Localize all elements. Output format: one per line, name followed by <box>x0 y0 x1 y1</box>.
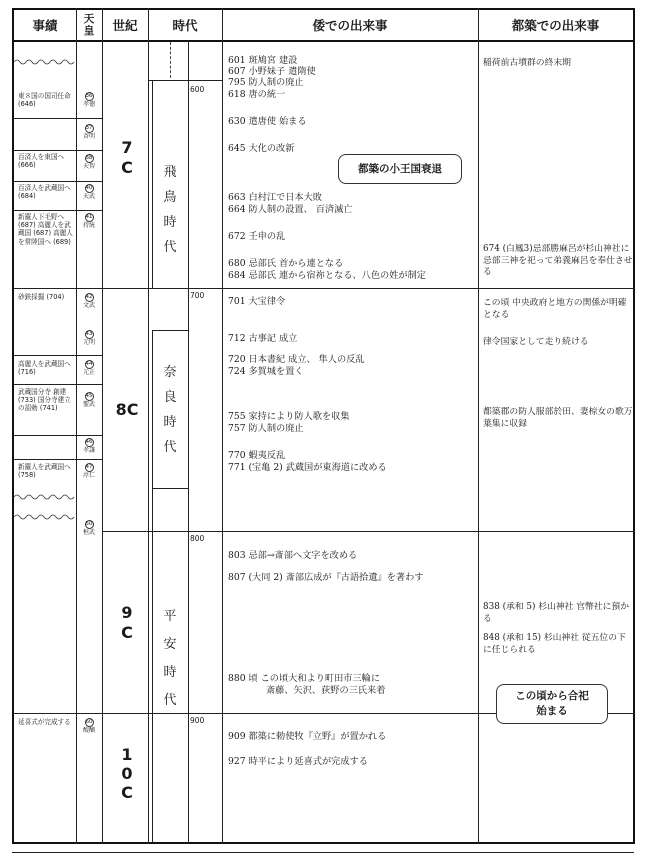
divider-800 <box>102 531 634 532</box>
tenno-name: 天武 <box>82 193 95 200</box>
event-607: 607 小野妹子 遣隋使 <box>228 66 316 77</box>
tenno-tenmu <box>78 184 100 200</box>
tenno-number: 46 <box>85 439 93 445</box>
col-border-4 <box>222 8 223 844</box>
jiseki-line <box>14 384 102 385</box>
event-880: 880 頃 この頃大和より町田市三輪に <box>228 673 381 684</box>
tenno-number: 44 <box>85 361 93 367</box>
event-680: 680 忌部氏 首から連となる <box>228 258 344 269</box>
header-seiki: 世紀 <box>112 18 138 33</box>
jiseki-kokubunji: 武蔵国分寺 創建 (733) 国分寺建立の詔勅 (741) <box>18 388 71 413</box>
tenno-number: 45 <box>85 393 93 399</box>
event-645: 645 大化の改新 <box>228 143 295 154</box>
col-border-3 <box>148 8 149 844</box>
tenno-number: 42 <box>85 294 93 300</box>
wavy-line <box>14 513 76 521</box>
header-wa-events: 倭での出来事 <box>312 18 388 33</box>
tenno-number: 43 <box>85 331 93 337</box>
header-jiseki: 事績 <box>32 18 58 33</box>
jiseki-line <box>14 181 102 182</box>
jiseki-line <box>14 435 102 436</box>
jiseki-line <box>14 355 102 356</box>
callout-goshi: この頃から合祀 始まる <box>496 684 608 724</box>
jiseki-shiragi-758: 新羅人を武蔵国へ (758) <box>18 463 71 480</box>
tenno-monmu <box>78 293 100 309</box>
divider-700 <box>102 288 634 289</box>
event-601: 601 斑鳩宮 建設 <box>228 55 298 66</box>
event-795: 795 防人制の廃止 <box>228 77 304 88</box>
tofu-event-central: この頃 中央政府と地方の関係が明確となる <box>483 298 627 320</box>
event-770: 770 蝦夷反乱 <box>228 450 286 461</box>
tenno-name: 元明 <box>82 339 95 346</box>
tenno-number: 36 <box>85 93 93 99</box>
tofu-event-674: 674 (白鳳3)忌部勝麻呂が杉山神社に忌部三神を祀って弟義麻呂を奉仕させる <box>483 244 633 277</box>
tenno-name: 文武 <box>82 302 95 309</box>
col-border-2 <box>102 8 103 844</box>
tenno-gensho <box>78 360 100 376</box>
tenno-number: 40 <box>85 185 93 191</box>
event-807: 807 (大同 2) 斎部広成が『古語拾遺』を著わす <box>228 572 424 583</box>
tenno-tenji <box>78 154 100 170</box>
tenno-name: 孝謙 <box>82 447 95 454</box>
tenno-name: 天智 <box>82 163 95 170</box>
era-heian: 平 安 時 代 <box>163 609 177 708</box>
jiseki-line <box>14 459 102 460</box>
era-box-asuka-top <box>152 80 188 81</box>
jiseki-kokushi: 東８国の国司任命 (646) <box>18 92 71 109</box>
tenno-name: 淳仁 <box>82 472 95 479</box>
header-jidai: 時代 <box>172 18 198 33</box>
jiseki-line <box>14 150 102 151</box>
event-803: 803 忌部→斎部へ文字を改める <box>228 550 358 561</box>
era-nara: 奈 良 時 代 <box>163 365 177 455</box>
jiseki-shiragi-koma: 新羅人下毛野へ (687) 高麗人を武蔵国 (687) 高麗人を常陸国へ (689) <box>18 213 73 246</box>
tofu-event-inari: 稲荷前古墳群の終末期 <box>483 58 571 68</box>
tenno-saimei <box>78 124 100 140</box>
tofu-event-sakimori: 都築郡の防人服部於田、妻椋女の歌万葉集に収録 <box>483 407 633 429</box>
tofu-event-838: 838 (承和 5) 杉山神社 官幣社に預かる <box>483 602 629 624</box>
event-630: 630 遣唐使 始まる <box>228 116 307 127</box>
tenno-number: 37 <box>85 125 93 131</box>
tenno-name: 孝徳 <box>82 101 95 108</box>
tenno-genmei <box>78 330 100 346</box>
event-664: 664 防人制の設置、 百済滅亡 <box>228 204 353 215</box>
col-border-right <box>633 8 635 844</box>
era-box-nara-bottom <box>152 488 188 489</box>
col-border-left <box>12 8 14 844</box>
event-672: 672 壬申の乱 <box>228 231 286 242</box>
tenno-number: 41 <box>85 214 93 220</box>
header-bottom-border <box>12 40 634 42</box>
tenno-name: 聖武 <box>82 401 95 408</box>
event-684: 684 忌部氏 連から宿祢となる、八色の姓が制定 <box>228 270 426 281</box>
col-border-era <box>188 42 189 842</box>
year-marker-700: 700 <box>190 291 205 300</box>
tenno-number: 60 <box>85 719 93 725</box>
header-tofu-events: 都築での出来事 <box>511 18 600 33</box>
event-909: 909 都築に勅使牧『立野』が置かれる <box>228 731 387 742</box>
year-marker-800: 800 <box>190 534 205 543</box>
century-9c: 9 C <box>121 603 133 642</box>
tenno-name: 桓武 <box>82 529 95 536</box>
col-border-1 <box>76 8 77 844</box>
tenno-name: 醍醐 <box>82 727 95 734</box>
jiseki-line <box>14 118 102 119</box>
page-footer-rule <box>12 852 634 853</box>
century-8c: 8C <box>115 400 139 419</box>
event-927: 927 時平により延喜式が完成する <box>228 756 368 767</box>
tofu-event-ritsuryo: 律令国家として走り続ける <box>483 337 589 347</box>
event-663: 663 白村江で日本大敗 <box>228 192 322 203</box>
century-10c: 1 0 C <box>121 745 133 802</box>
tenno-shomu <box>78 392 100 408</box>
tenno-kotoku <box>78 92 100 108</box>
wavy-line <box>14 58 76 66</box>
era-box-nara-top <box>152 330 188 331</box>
event-755: 755 家持により防人歌を収集 <box>228 411 350 422</box>
event-880-cont: 斎藤、矢沢、荻野の三氏来着 <box>266 685 386 696</box>
tenno-number: 47 <box>85 464 93 470</box>
century-7c: 7 C <box>121 138 133 177</box>
year-marker-900: 900 <box>190 716 205 725</box>
event-712: 712 古事記 成立 <box>228 333 298 344</box>
header-tenno: 天 皇 <box>83 13 95 37</box>
tenno-kanmu <box>78 520 100 536</box>
event-771: 771 (宝亀 2) 武蔵国が東海道に改める <box>228 462 387 473</box>
jiseki-kudara-1: 百済人を東国へ (666) <box>18 153 65 170</box>
tenno-number: 50 <box>85 521 93 527</box>
era-asuka: 飛 鳥 時 代 <box>163 165 177 255</box>
tenno-name: 持統 <box>82 222 95 229</box>
tenno-junnin <box>78 463 100 479</box>
event-701: 701 大宝律令 <box>228 296 286 307</box>
tenno-jito <box>78 213 100 229</box>
jiseki-line <box>14 288 102 289</box>
event-720: 720 日本書紀 成立、 隼人の反乱 <box>228 354 365 365</box>
event-757: 757 防人制の廃止 <box>228 423 304 434</box>
jiseki-satetsu: 砂鉄採掘 (704) <box>18 293 65 301</box>
event-724: 724 多賀城を置く <box>228 366 304 377</box>
tenno-koken <box>78 438 100 454</box>
jiseki-line <box>14 210 102 211</box>
col-border-5 <box>478 8 479 844</box>
callout-decline: 都築の小王国衰退 <box>338 154 462 184</box>
jiseki-kudara-2: 百済人を武蔵国へ (684) <box>18 184 71 201</box>
jiseki-line <box>14 713 102 714</box>
event-618: 618 唐の統一 <box>228 89 286 100</box>
tenno-number: 38 <box>85 155 93 161</box>
table-bottom-border <box>12 842 634 844</box>
dashed-asuka-line <box>170 42 171 78</box>
tenno-daigo <box>78 718 100 734</box>
jiseki-koma-716: 高麗人を武蔵国へ (716) <box>18 360 71 377</box>
tenno-name: 元正 <box>82 369 95 376</box>
wavy-line <box>14 493 76 501</box>
tofu-event-848: 848 (承和 15) 杉山神社 従五位の下に任じられる <box>483 633 626 655</box>
jiseki-engishiki: 延喜式が完成する <box>18 718 71 726</box>
year-marker-600: 600 <box>190 85 205 94</box>
tenno-name: 斉明 <box>82 133 95 140</box>
